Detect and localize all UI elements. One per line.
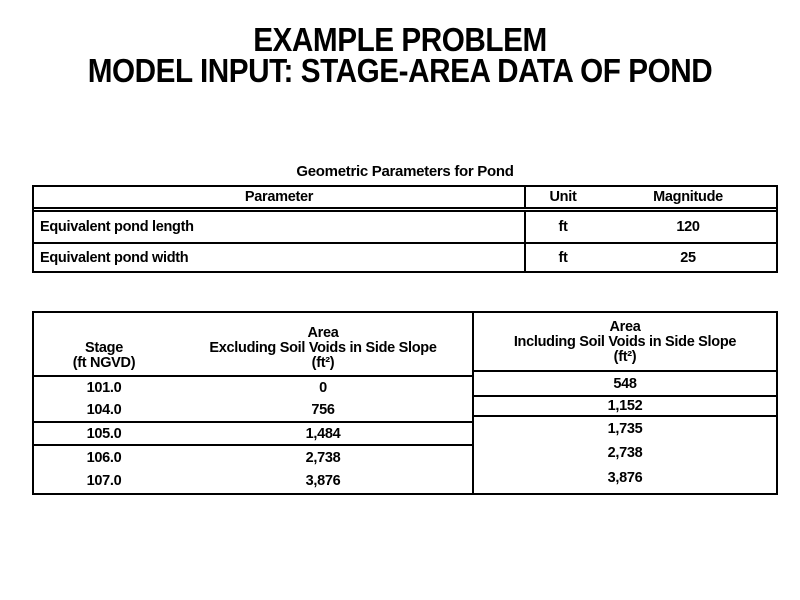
magnitude-header-cell: Magnitude <box>653 189 723 205</box>
table-row <box>34 423 472 444</box>
area-including-header-line2: Including Soil Voids in Side Slope <box>513 334 737 350</box>
area-excluding-header-line3: (ft²) <box>311 355 335 371</box>
area-excluding-cell: 756 <box>311 402 335 418</box>
stage-area-left-header <box>34 313 472 377</box>
area-excluding-cell: 1,484 <box>305 425 341 442</box>
stage-area-table <box>32 311 778 495</box>
stage-column-header <box>34 313 174 375</box>
area-including-cell: 1,735 <box>607 421 643 437</box>
area-including-header-line3: (ft²) <box>613 349 637 365</box>
area-excluding-cell: 2,738 <box>305 449 341 466</box>
area-including-header-line1: Area <box>609 319 641 335</box>
stage-cell: 105.0 <box>86 425 122 442</box>
page-title-line2: MODEL INPUT: STAGE-AREA DATA OF POND <box>87 52 713 89</box>
parameter-cell: Equivalent pond width <box>34 244 526 271</box>
area-excluding-column-header <box>174 313 472 375</box>
table-row <box>34 446 472 469</box>
area-including-column-header <box>474 313 776 372</box>
area-excluding-cell: 3,876 <box>305 473 341 489</box>
unit-header-cell: Unit <box>549 189 577 205</box>
stage-group-106-107 <box>34 446 472 493</box>
area-excluding-header-line1: Area <box>307 325 339 341</box>
table-row <box>34 377 472 399</box>
stage-header-line2: (ft NGVD) <box>72 355 136 371</box>
geometric-parameters-table <box>32 185 778 273</box>
stage-area-right-section <box>474 313 776 493</box>
parameter-cell: Equivalent pond length <box>34 212 526 242</box>
table-row <box>34 212 776 242</box>
unit-cell: ft <box>558 249 568 266</box>
table-row <box>34 399 472 421</box>
stage-cell: 104.0 <box>86 402 122 418</box>
page-title <box>0 21 800 89</box>
magnitude-cell: 25 <box>680 249 696 266</box>
magnitude-cell: 120 <box>676 219 700 235</box>
stage-cell: 107.0 <box>86 473 122 489</box>
area-including-cell: 2,738 <box>607 445 643 461</box>
parameter-header-cell: Parameter <box>34 187 526 207</box>
page-title-line1: EXAMPLE PROBLEM <box>253 21 547 58</box>
area-excluding-header-line2: Excluding Soil Voids in Side Slope <box>209 340 437 356</box>
stage-header-line1: Stage <box>85 340 123 356</box>
geometric-table-header-row <box>34 187 776 212</box>
geometric-table-caption: Geometric Parameters for Pond <box>296 163 514 180</box>
area-including-cell: 1,152 <box>474 397 776 417</box>
table-row <box>34 242 776 271</box>
stage-area-left-section <box>34 313 474 493</box>
stage-cell: 106.0 <box>86 449 122 466</box>
area-including-merged-cell <box>474 417 776 493</box>
area-including-cell: 3,876 <box>607 469 643 486</box>
stage-cell: 101.0 <box>86 380 122 396</box>
table-row <box>34 469 472 493</box>
area-including-cell: 548 <box>474 372 776 397</box>
area-excluding-cell: 0 <box>319 380 327 396</box>
unit-cell: ft <box>558 219 568 235</box>
stage-group-101-104 <box>34 377 472 423</box>
stage-group-105 <box>34 423 472 446</box>
